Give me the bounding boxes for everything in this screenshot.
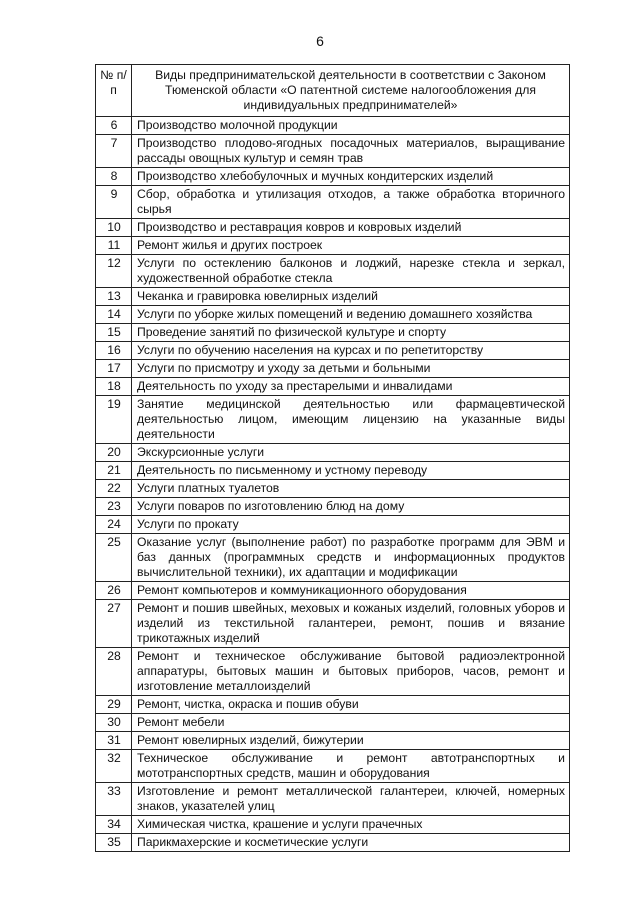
table-row bbox=[96, 834, 570, 852]
row-number: 22 bbox=[96, 480, 132, 498]
row-number: 9 bbox=[96, 186, 132, 219]
table-row bbox=[96, 168, 570, 186]
table-row bbox=[96, 324, 570, 342]
activity-description: Экскурсионные услуги bbox=[132, 444, 570, 462]
row-number: 29 bbox=[96, 696, 132, 714]
activity-description: Услуги по обучению населения на курсах и по репетиторству bbox=[132, 342, 570, 360]
table-row bbox=[96, 360, 570, 378]
table-row bbox=[96, 237, 570, 255]
activity-description: Услуги по прокату bbox=[132, 516, 570, 534]
table-row bbox=[96, 306, 570, 324]
activity-description: Техническое обслуживание и ремонт автотранспортных и мототранспортных средств, машин и оборудования bbox=[132, 750, 570, 783]
table-row bbox=[96, 696, 570, 714]
activity-description: Услуги по остеклению балконов и лоджий, нарезке стекла и зеркал, художественной обработке стекла bbox=[132, 255, 570, 288]
table-row bbox=[96, 498, 570, 516]
table-row bbox=[96, 783, 570, 816]
table-row bbox=[96, 396, 570, 444]
activity-description: Сбор, обработка и утилизация отходов, а также обработка вторичного сырья bbox=[132, 186, 570, 219]
row-number: 31 bbox=[96, 732, 132, 750]
activity-description: Ремонт, чистка, окраска и пошив обуви bbox=[132, 696, 570, 714]
table-row bbox=[96, 255, 570, 288]
row-number: 8 bbox=[96, 168, 132, 186]
activity-description: Услуги по уборке жилых помещений и ведению домашнего хозяйства bbox=[132, 306, 570, 324]
table-row bbox=[96, 219, 570, 237]
table-row bbox=[96, 378, 570, 396]
column-header-number: № п/п bbox=[96, 65, 132, 117]
activity-description: Ремонт компьютеров и коммуникационного оборудования bbox=[132, 582, 570, 600]
table-row bbox=[96, 816, 570, 834]
row-number: 7 bbox=[96, 135, 132, 168]
row-number: 17 bbox=[96, 360, 132, 378]
row-number: 35 bbox=[96, 834, 132, 852]
row-number: 14 bbox=[96, 306, 132, 324]
table-row bbox=[96, 534, 570, 582]
table-row bbox=[96, 516, 570, 534]
activity-description: Производство молочной продукции bbox=[132, 117, 570, 135]
activity-description: Производство плодово-ягодных посадочных материалов, выращивание рассады овощных культур и семян трав bbox=[132, 135, 570, 168]
column-header-activity: Виды предпринимательской деятельности в соответствии с Законом Тюменской области «О патентной системе налогообложения для индивидуальных предпринимателей» bbox=[132, 65, 570, 117]
table-row bbox=[96, 600, 570, 648]
activity-description: Ремонт и пошив швейных, меховых и кожаных изделий, головных уборов и изделий из текстильной галантереи, ремонт, пошив и вязание трикотажных изделий bbox=[132, 600, 570, 648]
activity-description: Парикмахерские и косметические услуги bbox=[132, 834, 570, 852]
activity-description: Проведение занятий по физической культуре и спорту bbox=[132, 324, 570, 342]
row-number: 33 bbox=[96, 783, 132, 816]
table-row bbox=[96, 444, 570, 462]
table-row bbox=[96, 135, 570, 168]
activity-description: Деятельность по письменному и устному переводу bbox=[132, 462, 570, 480]
row-number: 16 bbox=[96, 342, 132, 360]
row-number: 6 bbox=[96, 117, 132, 135]
table-row bbox=[96, 750, 570, 783]
activity-description: Деятельность по уходу за престарелыми и инвалидами bbox=[132, 378, 570, 396]
table-row bbox=[96, 186, 570, 219]
table-row bbox=[96, 648, 570, 696]
row-number: 26 bbox=[96, 582, 132, 600]
row-number: 13 bbox=[96, 288, 132, 306]
activities-table bbox=[95, 64, 570, 852]
activity-description: Ремонт ювелирных изделий, бижутерии bbox=[132, 732, 570, 750]
activity-description: Услуги платных туалетов bbox=[132, 480, 570, 498]
row-number: 12 bbox=[96, 255, 132, 288]
activity-description: Занятие медицинской деятельностью или фармацевтической деятельностью лицом, имеющим лицензию на указанные виды деятельности bbox=[132, 396, 570, 444]
table-header-row bbox=[96, 65, 570, 117]
table-row bbox=[96, 117, 570, 135]
page-number: 6 bbox=[316, 33, 324, 49]
row-number: 10 bbox=[96, 219, 132, 237]
row-number: 28 bbox=[96, 648, 132, 696]
table-row bbox=[96, 714, 570, 732]
table-body bbox=[96, 117, 570, 852]
activity-description: Услуги поваров по изготовлению блюд на дому bbox=[132, 498, 570, 516]
row-number: 21 bbox=[96, 462, 132, 480]
row-number: 23 bbox=[96, 498, 132, 516]
activity-description: Услуги по присмотру и уходу за детьми и больными bbox=[132, 360, 570, 378]
row-number: 25 bbox=[96, 534, 132, 582]
activity-description: Химическая чистка, крашение и услуги прачечных bbox=[132, 816, 570, 834]
row-number: 20 bbox=[96, 444, 132, 462]
table-row bbox=[96, 288, 570, 306]
table-row bbox=[96, 342, 570, 360]
activity-description: Оказание услуг (выполнение работ) по разработке программ для ЭВМ и баз данных (программных средств и информационных продуктов вычислительной техники), их адаптации и модификации bbox=[132, 534, 570, 582]
row-number: 19 bbox=[96, 396, 132, 444]
table-row bbox=[96, 462, 570, 480]
activity-description: Ремонт и техническое обслуживание бытовой радиоэлектронной аппаратуры, бытовых машин и бытовых приборов, часов, ремонт и изготовление металлоизделий bbox=[132, 648, 570, 696]
row-number: 34 bbox=[96, 816, 132, 834]
table-row bbox=[96, 732, 570, 750]
row-number: 11 bbox=[96, 237, 132, 255]
row-number: 18 bbox=[96, 378, 132, 396]
row-number: 15 bbox=[96, 324, 132, 342]
table-row bbox=[96, 480, 570, 498]
table-row bbox=[96, 582, 570, 600]
row-number: 24 bbox=[96, 516, 132, 534]
activity-description: Изготовление и ремонт металлической галантереи, ключей, номерных знаков, указателей улиц bbox=[132, 783, 570, 816]
activity-description: Ремонт мебели bbox=[132, 714, 570, 732]
row-number: 30 bbox=[96, 714, 132, 732]
activity-description: Ремонт жилья и других построек bbox=[132, 237, 570, 255]
activity-description: Чеканка и гравировка ювелирных изделий bbox=[132, 288, 570, 306]
activity-description: Производство хлебобулочных и мучных кондитерских изделий bbox=[132, 168, 570, 186]
row-number: 27 bbox=[96, 600, 132, 648]
activity-description: Производство и реставрация ковров и ковровых изделий bbox=[132, 219, 570, 237]
row-number: 32 bbox=[96, 750, 132, 783]
